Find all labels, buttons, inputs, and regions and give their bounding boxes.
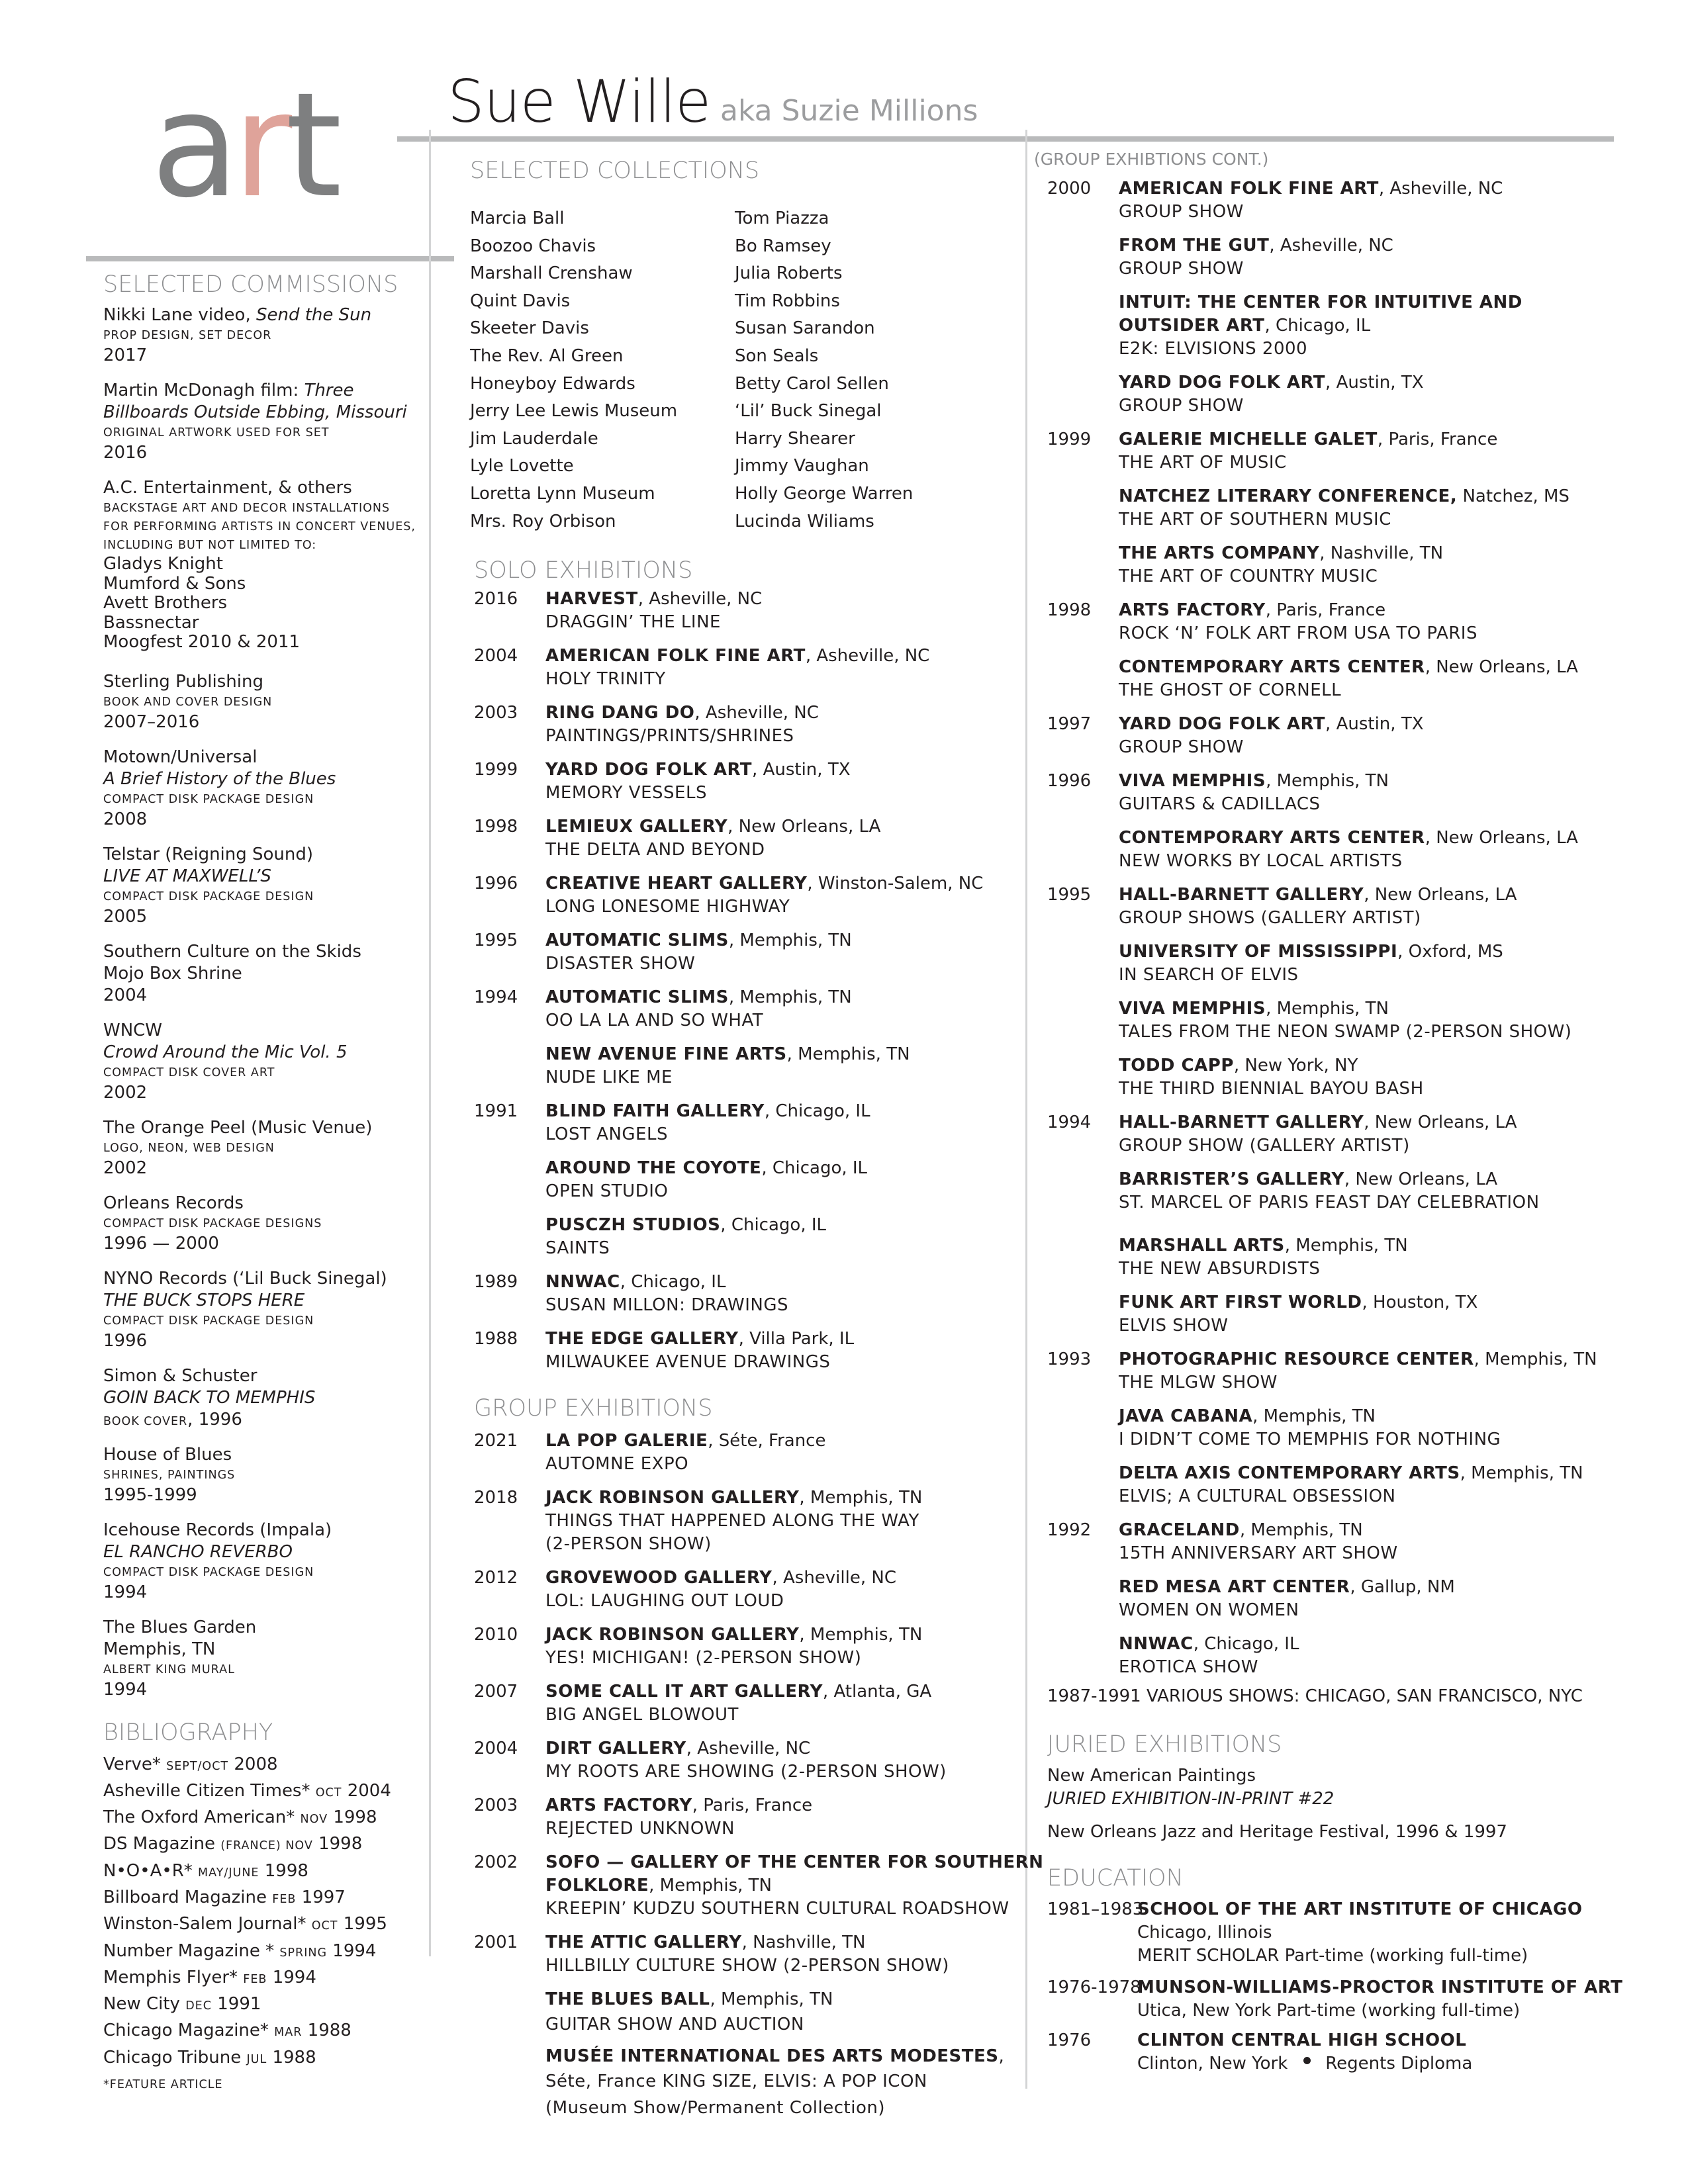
commission-client: Orleans Records	[103, 1193, 244, 1213]
exhibition-year: 1998	[474, 817, 518, 837]
collector-name: Harry Shearer	[735, 428, 855, 449]
commission-client: NYNO Records (‘Lil Buck Sinegal)	[103, 1268, 387, 1289]
commission-year: 2008	[103, 809, 148, 829]
commission-client: A.C. Entertainment, & others	[103, 478, 352, 498]
commission-type: ORIGINAL ARTWORK USED FOR SET	[103, 426, 330, 439]
collector-name: Honeyboy Edwards	[470, 373, 635, 394]
exhibition-title: GROUP SHOW	[1119, 396, 1244, 416]
exhibition-year: 1998	[1047, 600, 1092, 620]
bibliography-item: N•O•A•R* MAY/JUNE 1998	[103, 1860, 308, 1881]
commission-type: PROP DESIGN, SET DECOR	[103, 329, 272, 342]
exhibition-year: 1995	[474, 931, 518, 950]
commission-title: THE BUCK STOPS HERE	[103, 1290, 305, 1310]
commission-type: COMPACT DISK COVER ART	[103, 1066, 275, 1079]
commission-item	[103, 941, 414, 1007]
left-column-rule	[86, 256, 454, 261]
commission-location: Memphis, TN	[103, 1639, 216, 1659]
exhibition-venue: OUTSIDER ART, Chicago, IL	[1119, 316, 1371, 336]
exhibition-title: LONG LONESOME HIGHWAY	[545, 897, 790, 917]
exhibition-title: DISASTER SHOW	[545, 954, 696, 974]
exhibition-title: THE ART OF COUNTRY MUSIC	[1119, 567, 1378, 586]
exhibition-year: 2000	[1047, 179, 1092, 199]
exhibition-venue: JAVA CABANA, Memphis, TN	[1119, 1406, 1376, 1426]
exhibition-title: THE ART OF MUSIC	[1119, 453, 1287, 473]
exhibition-title: OO LA LA AND SO WHAT	[545, 1011, 764, 1030]
exhibition-title: THE NEW ABSURDISTS	[1119, 1259, 1321, 1279]
commission-artist: Bassnectar	[103, 612, 199, 633]
exhibition-year: 2004	[474, 1739, 518, 1758]
education-year: 1981–1983	[1047, 1899, 1144, 1919]
commission-title: EL RANCHO REVERBO	[103, 1541, 293, 1562]
commission-item	[103, 1117, 414, 1179]
exhibition-venue: FUNK ART FIRST WORLD, Houston, TX	[1119, 1293, 1478, 1312]
commission-title: Crowd Around the Mic Vol. 5	[103, 1042, 348, 1062]
commission-item	[103, 304, 414, 367]
commission-year: 2016	[103, 443, 148, 463]
commission-client: Motown/Universal	[103, 747, 258, 767]
juried-line: JURIED EXHIBITION-IN-PRINT #22	[1047, 1789, 1335, 1809]
collector-name: Bo Ramsey	[735, 236, 831, 256]
exhibition-title: GUITARS & CADILLACS	[1119, 794, 1321, 814]
exhibition-venue: THE ATTIC GALLERY, Nashville, TN	[545, 1933, 866, 1952]
commission-year: 1995-1999	[103, 1484, 197, 1505]
exhibition-title: TALES FROM THE NEON SWAMP (2-PERSON SHOW)	[1119, 1022, 1572, 1042]
collector-name: Quint Davis	[470, 291, 571, 311]
exhibition-year: 2007	[474, 1682, 518, 1702]
commission-year: 2017	[103, 345, 148, 365]
education-detail: Utica, New York Part-time (working full-time)	[1137, 2001, 1521, 2021]
exhibition-title: KREEPIN’ KUDZU SOUTHERN CULTURAL ROADSHOW	[545, 1899, 1009, 1919]
commission-title: Three	[304, 381, 354, 400]
commission-type: COMPACT DISK PACKAGE DESIGN	[103, 1565, 314, 1579]
left-column	[103, 270, 414, 2097]
commission-title: GOIN BACK TO MEMPHIS	[103, 1387, 316, 1408]
exhibition-venue: MUSÉE INTERNATIONAL DES ARTS MODESTES,	[545, 2046, 1004, 2066]
commission-year: 1994	[103, 1679, 148, 1700]
collector-name: Tim Robbins	[735, 291, 840, 311]
collector-name: Betty Carol Sellen	[735, 373, 889, 394]
exhibition-title: DRAGGIN’ THE LINE	[545, 612, 721, 632]
commission-year: 2005	[103, 906, 148, 927]
exhibition-venue: AUTOMATIC SLIMS, Memphis, TN	[545, 931, 852, 950]
exhibition-title: PAINTINGS/PRINTS/SHRINES	[545, 726, 794, 746]
exhibition-title: I DIDN’T COME TO MEMPHIS FOR NOTHING	[1119, 1430, 1501, 1449]
exhibition-title: Séte, France KING SIZE, ELVIS: A POP ICON	[545, 2071, 927, 2091]
exhibition-title: THE ART OF SOUTHERN MUSIC	[1119, 510, 1391, 529]
commission-type: BACKSTAGE ART AND DECOR INSTALLATIONS	[103, 502, 391, 515]
commission-client: Sterling Publishing	[103, 671, 263, 692]
exhibition-year: 1989	[474, 1272, 518, 1292]
exhibition-title: LOST ANGELS	[545, 1124, 668, 1144]
commission-item	[103, 1365, 414, 1431]
exhibition-venue: ARTS FACTORY, Paris, France	[1119, 600, 1386, 620]
exhibition-title: THE GHOST OF CORNELL	[1119, 680, 1342, 700]
group-exhibitions-cont-heading: (GROUP EXHIBTIONS CONT.)	[1034, 150, 1269, 169]
exhibition-year: 1997	[1047, 714, 1092, 734]
exhibition-venue: YARD DOG FOLK ART, Austin, TX	[1119, 714, 1424, 734]
commission-client: Icehouse Records (Impala)	[103, 1520, 332, 1540]
collector-name: Marcia Ball	[470, 208, 565, 228]
exhibition-venue: SOME CALL IT ART GALLERY, Atlanta, GA	[545, 1682, 932, 1702]
commission-artist: Moogfest 2010 & 2011	[103, 632, 301, 652]
commission-client: The Orange Peel (Music Venue)	[103, 1117, 373, 1138]
exhibition-title: HILLBILLY CULTURE SHOW (2-PERSON SHOW)	[545, 1956, 949, 1976]
education-year: 1976-1978	[1047, 1978, 1141, 1997]
bibliography-item: The Oxford American* NOV 1998	[103, 1807, 377, 1828]
collector-name: Jerry Lee Lewis Museum	[470, 401, 678, 422]
collector-name: Lyle Lovette	[470, 456, 574, 477]
education-school: CLINTON CENTRAL HIGH SCHOOL	[1137, 2030, 1467, 2050]
commission-client: House of Blues	[103, 1444, 232, 1465]
bibliography-item: Winston-Salem Journal* OCT 1995	[103, 1914, 387, 1934]
exhibition-venue: CONTEMPORARY ARTS CENTER, New Orleans, LA	[1119, 828, 1578, 848]
commission-type: INCLUDING BUT NOT LIMITED TO:	[103, 539, 317, 552]
exhibition-venue: DIRT GALLERY, Asheville, NC	[545, 1739, 811, 1758]
exhibition-year: 2004	[474, 646, 518, 666]
commission-type: FOR PERFORMING ARTISTS IN CONCERT VENUES,	[103, 520, 416, 533]
exhibition-venue: AUTOMATIC SLIMS, Memphis, TN	[545, 987, 852, 1007]
commission-client: Martin McDonagh film:	[103, 381, 305, 400]
commissions-heading: SELECTED COMMISSIONS	[103, 271, 399, 298]
collector-name: Holly George Warren	[735, 483, 914, 504]
juried-line: New American Paintings	[1047, 1766, 1256, 1786]
exhibition-title: GROUP SHOW (GALLERY ARTIST)	[1119, 1136, 1410, 1156]
commission-type: SHRINES, PAINTINGS	[103, 1468, 236, 1482]
exhibition-venue: NATCHEZ LITERARY CONFERENCE, Natchez, MS	[1119, 486, 1570, 506]
collections-list-b	[735, 205, 1013, 535]
collector-name: Tom Piazza	[735, 208, 829, 228]
exhibition-venue: PUSCZH STUDIOS, Chicago, IL	[545, 1215, 827, 1235]
bullet-separator	[1303, 2057, 1311, 2064]
exhibition-year: 1994	[1047, 1113, 1092, 1132]
exhibition-venue: VIVA MEMPHIS, Memphis, TN	[1119, 999, 1389, 1019]
exhibition-venue: NNWAC, Chicago, IL	[545, 1272, 726, 1292]
collector-name: Mrs. Roy Orbison	[470, 511, 616, 531]
exhibition-title: MILWAUKEE AVENUE DRAWINGS	[545, 1352, 831, 1372]
commission-artist: Avett Brothers	[103, 593, 228, 613]
exhibition-venue: AMERICAN FOLK FINE ART, Asheville, NC	[1119, 179, 1503, 199]
column-divider-left	[429, 130, 431, 1956]
commission-title: Send the Sun	[256, 305, 372, 325]
exhibition-title: 15TH ANNIVERSARY ART SHOW	[1119, 1543, 1398, 1563]
bibliography-item: Billboard Magazine FEB 1997	[103, 1887, 346, 1907]
juried-line: New Orleans Jazz and Heritage Festival, 1996 & 1997	[1047, 1822, 1507, 1842]
exhibition-title: THE MLGW SHOW	[1119, 1373, 1278, 1392]
exhibition-year: 2003	[474, 1796, 518, 1815]
solo-exhibitions-heading: SOLO EXHIBITIONS	[474, 557, 693, 584]
commission-year: 2002	[103, 1082, 148, 1103]
commission-item	[103, 1444, 414, 1506]
commission-type: ALBERT KING MURAL	[103, 1662, 235, 1676]
exhibition-venue: HARVEST, Asheville, NC	[545, 589, 763, 609]
exhibition-title: THINGS THAT HAPPENED ALONG THE WAY	[545, 1511, 919, 1531]
exhibition-venue: THE ARTS COMPANY, Nashville, TN	[1119, 543, 1444, 563]
exhibition-venue: LA POP GALERIE, Séte, France	[545, 1431, 826, 1451]
exhibition-venue: BLIND FAITH GALLERY, Chicago, IL	[545, 1101, 870, 1121]
header-rule	[397, 136, 1614, 142]
exhibition-year: 1993	[1047, 1349, 1092, 1369]
commission-item	[103, 1020, 414, 1104]
commission-type: LOGO, NEON, WEB DESIGN	[103, 1141, 275, 1155]
bibliography-heading: BIBLIOGRAPHY	[103, 1719, 273, 1746]
exhibition-title: ROCK ‘N’ FOLK ART FROM USA TO PARIS	[1119, 623, 1477, 643]
exhibition-title: AUTOMNE EXPO	[545, 1454, 689, 1474]
bibliography-item: Asheville Citizen Times* OCT 2004	[103, 1780, 391, 1801]
commission-type: BOOK COVER	[103, 1414, 188, 1428]
exhibition-title: HOLY TRINITY	[545, 669, 666, 689]
exhibition-title: GROUP SHOW	[1119, 202, 1244, 222]
exhibition-venue: ARTS FACTORY, Paris, France	[545, 1796, 813, 1815]
commission-title: Mojo Box Shrine	[103, 963, 242, 983]
collector-name: Son Seals	[735, 345, 819, 366]
exhibition-venue: GROVEWOOD GALLERY, Asheville, NC	[545, 1568, 896, 1588]
bibliography-item: Chicago Magazine* MAR 1988	[103, 2021, 352, 2041]
collector-name: Susan Sarandon	[735, 318, 875, 339]
exhibition-year: 1996	[1047, 771, 1092, 791]
education-detail: Regents Diploma	[1325, 2054, 1473, 2073]
bibliography-item: DS Magazine (FRANCE) NOV 1998	[103, 1834, 363, 1854]
commission-item	[103, 1520, 414, 1604]
exhibition-venue: AMERICAN FOLK FINE ART, Asheville, NC	[545, 646, 930, 666]
exhibition-year: 2002	[474, 1852, 518, 1872]
exhibition-venue: JACK ROBINSON GALLERY, Memphis, TN	[545, 1488, 923, 1508]
exhibition-venue: FROM THE GUT, Asheville, NC	[1119, 236, 1393, 255]
collector-name: ‘Lil’ Buck Sinegal	[735, 401, 882, 422]
column-divider-right	[1025, 130, 1027, 2089]
education-detail: Chicago, Illinois	[1137, 1923, 1272, 1942]
exhibition-title: MY ROOTS ARE SHOWING (2-PERSON SHOW)	[545, 1762, 947, 1782]
commission-item	[103, 1193, 414, 1255]
exhibition-title: GUITAR SHOW AND AUCTION	[545, 2015, 804, 2034]
bibliography-item: Verve* SEPT/OCT 2008	[103, 1754, 278, 1774]
commission-item	[103, 671, 414, 733]
exhibition-year: 2016	[474, 589, 518, 609]
exhibition-year: 1996	[474, 874, 518, 893]
exhibition-venue: HALL-BARNETT GALLERY, New Orleans, LA	[1119, 885, 1517, 905]
education-school: MUNSON-WILLIAMS-PROCTOR INSTITUTE OF ART	[1137, 1978, 1623, 1997]
exhibition-title: ELVIS; A CULTURAL OBSESSION	[1119, 1486, 1396, 1506]
exhibition-venue: NNWAC, Chicago, IL	[1119, 1634, 1299, 1654]
exhibition-title: YES! MICHIGAN! (2-PERSON SHOW)	[545, 1648, 862, 1668]
collector-name: Jim Lauderdale	[470, 428, 598, 449]
exhibition-venue: RED MESA ART CENTER, Gallup, NM	[1119, 1577, 1455, 1597]
exhibition-title: WOMEN ON WOMEN	[1119, 1600, 1299, 1620]
exhibition-venue: CONTEMPORARY ARTS CENTER, New Orleans, LA	[1119, 657, 1578, 677]
commission-year: , 1996	[187, 1409, 242, 1430]
collector-name: Boozoo Chavis	[470, 236, 596, 256]
commission-client: WNCW	[103, 1020, 163, 1040]
exhibition-title: IN SEARCH OF ELVIS	[1119, 965, 1299, 985]
commission-client: Telstar (Reigning Sound)	[103, 844, 314, 864]
exhibition-title: BIG ANGEL BLOWOUT	[545, 1705, 739, 1725]
exhibition-venue: FOLKLORE, Memphis, TN	[545, 1876, 773, 1895]
bibliography-list	[103, 1752, 414, 2098]
exhibition-venue: THE EDGE GALLERY, Villa Park, IL	[545, 1329, 855, 1349]
exhibition-title: REJECTED UNKNOWN	[545, 1819, 735, 1839]
exhibition-title: GROUP SHOW	[1119, 259, 1244, 279]
exhibition-year: 2021	[474, 1431, 518, 1451]
commission-client: Southern Culture on the Skids	[103, 941, 361, 962]
exhibition-title: E2K: ELVISIONS 2000	[1119, 339, 1308, 359]
commission-artist: Mumford & Sons	[103, 573, 246, 594]
exhibition-year: 1994	[474, 987, 518, 1007]
various-shows: 1987-1991 VARIOUS SHOWS: CHICAGO, SAN FRANCISCO, NYC	[1047, 1686, 1583, 1706]
commission-type: COMPACT DISK PACKAGE DESIGN	[103, 1314, 314, 1328]
education-detail: Clinton, New York	[1137, 2054, 1288, 2073]
artist-alias: aka Suzie Millions	[720, 94, 978, 128]
commission-artist: Gladys Knight	[103, 554, 223, 574]
exhibition-year: 2003	[474, 703, 518, 723]
exhibition-year: 1991	[474, 1101, 518, 1121]
commission-year: 2002	[103, 1158, 148, 1178]
exhibition-title: ELVIS SHOW	[1119, 1316, 1229, 1336]
exhibition-venue: LEMIEUX GALLERY, New Orleans, LA	[545, 817, 881, 837]
exhibition-title: SUSAN MILLON: DRAWINGS	[545, 1295, 788, 1315]
exhibition-title: EROTICA SHOW	[1119, 1657, 1258, 1677]
exhibition-venue: HALL-BARNETT GALLERY, New Orleans, LA	[1119, 1113, 1517, 1132]
art-logo: art	[151, 62, 336, 230]
collector-name: Julia Roberts	[735, 263, 843, 284]
education-detail: MERIT SCHOLAR Part-time (working full-time)	[1137, 1946, 1528, 1966]
exhibition-venue: GRACELAND, Memphis, TN	[1119, 1520, 1363, 1540]
exhibition-title: GROUP SHOWS (GALLERY ARTIST)	[1119, 908, 1421, 928]
exhibition-venue: UNIVERSITY OF MISSISSIPPI, Oxford, MS	[1119, 942, 1503, 962]
exhibition-title: OPEN STUDIO	[545, 1181, 669, 1201]
exhibition-year: 2012	[474, 1568, 518, 1588]
education-year: 1976	[1047, 2030, 1092, 2050]
commission-year: 1994	[103, 1582, 148, 1602]
exhibition-title: THE THIRD BIENNIAL BAYOU BASH	[1119, 1079, 1424, 1099]
exhibition-venue: THE BLUES BALL, Memphis, TN	[545, 1989, 833, 2009]
commission-type: COMPACT DISK PACKAGE DESIGN	[103, 792, 314, 806]
education-heading: EDUCATION	[1047, 1865, 1184, 1891]
education-school: SCHOOL OF THE ART INSTITUTE OF CHICAGO	[1137, 1899, 1583, 1919]
commission-item	[103, 380, 414, 464]
exhibition-venue: JACK ROBINSON GALLERY, Memphis, TN	[545, 1625, 923, 1645]
exhibition-title: LOL: LAUGHING OUT LOUD	[545, 1591, 784, 1611]
exhibition-venue: NEW AVENUE FINE ARTS, Memphis, TN	[545, 1044, 910, 1064]
exhibition-venue: CREATIVE HEART GALLERY, Winston-Salem, NC	[545, 874, 984, 893]
exhibition-venue: SOFO — GALLERY OF THE CENTER FOR SOUTHERN	[545, 1852, 1044, 1872]
commission-item	[103, 1617, 414, 1701]
exhibition-title: (2-PERSON SHOW)	[545, 1534, 712, 1554]
exhibition-venue: MARSHALL ARTS, Memphis, TN	[1119, 1236, 1408, 1255]
exhibition-year: 1992	[1047, 1520, 1092, 1540]
exhibition-venue: PHOTOGRAPHIC RESOURCE CENTER, Memphis, TN	[1119, 1349, 1597, 1369]
collections-list-a	[470, 205, 748, 535]
commission-year: 2007–2016	[103, 711, 200, 732]
commission-item	[103, 1268, 414, 1352]
exhibition-title: NEW WORKS BY LOCAL ARTISTS	[1119, 851, 1403, 871]
exhibition-year: 2001	[474, 1933, 518, 1952]
exhibition-venue: RING DANG DO, Asheville, NC	[545, 703, 819, 723]
collector-name: Skeeter Davis	[470, 318, 589, 339]
collector-name: The Rev. Al Green	[470, 345, 624, 366]
exhibition-title: GROUP SHOW	[1119, 737, 1244, 757]
commission-year: 1996 — 2000	[103, 1233, 219, 1253]
commission-client: Nikki Lane video,	[103, 305, 256, 325]
exhibition-title: MEMORY VESSELS	[545, 783, 707, 803]
exhibition-venue: YARD DOG FOLK ART, Austin, TX	[1119, 373, 1424, 392]
commission-item	[103, 844, 414, 928]
exhibition-title: THE DELTA AND BEYOND	[545, 840, 765, 860]
commission-type: COMPACT DISK PACKAGE DESIGN	[103, 889, 314, 903]
bibliography-item: Chicago Tribune JUL 1988	[103, 2047, 316, 2068]
exhibition-title: (Museum Show/Permanent Collection)	[545, 2098, 885, 2118]
commission-year: 2004	[103, 985, 148, 1005]
exhibition-venue: AROUND THE COYOTE, Chicago, IL	[545, 1158, 868, 1178]
exhibition-year: 2010	[474, 1625, 518, 1645]
exhibition-year: 1988	[474, 1329, 518, 1349]
exhibition-venue: INTUIT: THE CENTER FOR INTUITIVE AND	[1119, 293, 1523, 312]
juried-exhibitions-heading: JURIED EXHIBITIONS	[1047, 1731, 1282, 1758]
commission-item	[103, 747, 414, 831]
exhibition-year: 1999	[474, 760, 518, 780]
commission-type: COMPACT DISK PACKAGE DESIGNS	[103, 1216, 322, 1230]
bibliography-item: Memphis Flyer* FEB 1994	[103, 1967, 316, 1987]
collector-name: Marshall Crenshaw	[470, 263, 633, 284]
bibliography-footnote: *FEATURE ARTICLE	[103, 2078, 223, 2092]
exhibition-year: 2018	[474, 1488, 518, 1508]
exhibition-year: 1999	[1047, 430, 1092, 449]
exhibition-venue: YARD DOG FOLK ART, Austin, TX	[545, 760, 851, 780]
exhibition-venue: BARRISTER’S GALLERY, New Orleans, LA	[1119, 1169, 1498, 1189]
collector-name: Jimmy Vaughan	[735, 456, 869, 477]
exhibition-venue: GALERIE MICHELLE GALET, Paris, France	[1119, 430, 1498, 449]
commission-client: The Blues Garden	[103, 1617, 257, 1637]
bibliography-item: Number Magazine * SPRING 1994	[103, 1940, 377, 1961]
collections-heading: SELECTED COLLECTIONS	[470, 158, 760, 184]
collector-name: Loretta Lynn Museum	[470, 483, 655, 504]
commission-title: A Brief History of the Blues	[103, 768, 336, 789]
artist-name: Sue Wille	[447, 68, 711, 136]
commission-year: 1996	[103, 1330, 148, 1351]
exhibition-year: 1995	[1047, 885, 1092, 905]
bibliography-item: New City DEC 1991	[103, 1994, 261, 2015]
group-exhibitions-heading: GROUP EXHIBITIONS	[474, 1395, 713, 1422]
commission-title: Billboards Outside Ebbing, Missouri	[103, 402, 407, 422]
collector-name: Lucinda Wiliams	[735, 511, 874, 531]
commission-type: BOOK AND COVER DESIGN	[103, 695, 273, 709]
exhibition-venue: DELTA AXIS CONTEMPORARY ARTS, Memphis, TN	[1119, 1463, 1583, 1483]
commission-title: LIVE AT MAXWELL’S	[103, 866, 271, 886]
exhibition-title: NUDE LIKE ME	[545, 1068, 673, 1087]
exhibition-venue: TODD CAPP, New York, NY	[1119, 1056, 1358, 1075]
exhibition-venue: VIVA MEMPHIS, Memphis, TN	[1119, 771, 1389, 791]
exhibition-title: SAINTS	[545, 1238, 610, 1258]
commission-client: Simon & Schuster	[103, 1365, 258, 1386]
commission-item	[103, 477, 414, 653]
exhibition-title: ST. MARCEL OF PARIS FEAST DAY CELEBRATION	[1119, 1193, 1540, 1212]
